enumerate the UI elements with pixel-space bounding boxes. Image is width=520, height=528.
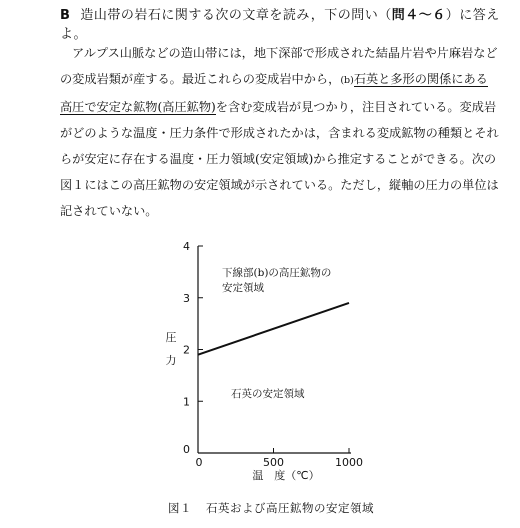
quartz-region-label: 石英の安定領域 <box>231 388 305 400</box>
question-range: 問４～６ <box>391 8 446 23</box>
y-tick-label: 3 <box>183 291 190 305</box>
figure-caption-text: 石英および高圧鉱物の安定領域 <box>206 501 374 515</box>
y-axis-label-char-1: 圧 <box>165 331 177 344</box>
y-axis-label-char-2: 力 <box>165 354 177 367</box>
figure-caption <box>168 500 374 516</box>
paragraph-line-5: らが安定に存在する温度・圧力領域(安定領域)から推定することができる。次の <box>60 152 497 166</box>
y-tick-label: 2 <box>183 343 190 357</box>
heading-text-pre: 造山帯の岩石に関する次の文章を読み，下の問い（ <box>80 8 392 23</box>
section-label: B <box>60 8 71 23</box>
underlined-phrase-part-1: 石英と多形の関係にある <box>353 72 488 86</box>
heading-text-post: ）に答えよ。 <box>60 8 500 42</box>
x-tick-label: 0 <box>195 456 203 469</box>
paragraph-line-7: 記されていない。 <box>60 204 158 218</box>
paragraph-line-2-text: の変成岩類が産する。最近これらの変成岩中から， <box>60 72 341 86</box>
y-tick-label: 1 <box>183 395 190 409</box>
y-tick-label: 4 <box>183 240 190 253</box>
figure-number: 図１ <box>168 501 192 515</box>
underlined-phrase-part-2: 高圧で安定な鉱物(高圧鉱物) <box>60 100 216 114</box>
phase-boundary-line <box>198 303 349 355</box>
x-tick-label: 1000 <box>335 456 363 469</box>
x-tick-label: 500 <box>263 456 284 469</box>
x-axis-label: 温 度（℃） <box>252 469 320 482</box>
paragraph-line-1: アルプス山脈などの造山帯には，地下深部で形成された結晶片岩や片麻岩など <box>72 46 498 60</box>
high-pressure-region-label-line-2: 安定領域 <box>222 282 264 294</box>
underline-mark: (b) <box>340 75 354 86</box>
paragraph-line-6: 図１にはこの高圧鉱物の安定領域が示されている。ただし，縦軸の圧力の単位は <box>60 178 499 192</box>
paragraph-line-4: がどのような温度・圧力条件で形成されたかは，含まれる変成鉱物の種類とそれ <box>60 126 499 140</box>
y-tick-label: 0 <box>183 443 190 456</box>
high-pressure-region-label-line-1: 下線部(b)の高圧鉱物の <box>222 267 332 279</box>
paragraph-line-3-text: を含む変成岩が見つかり，注目されている。変成岩 <box>215 100 497 114</box>
